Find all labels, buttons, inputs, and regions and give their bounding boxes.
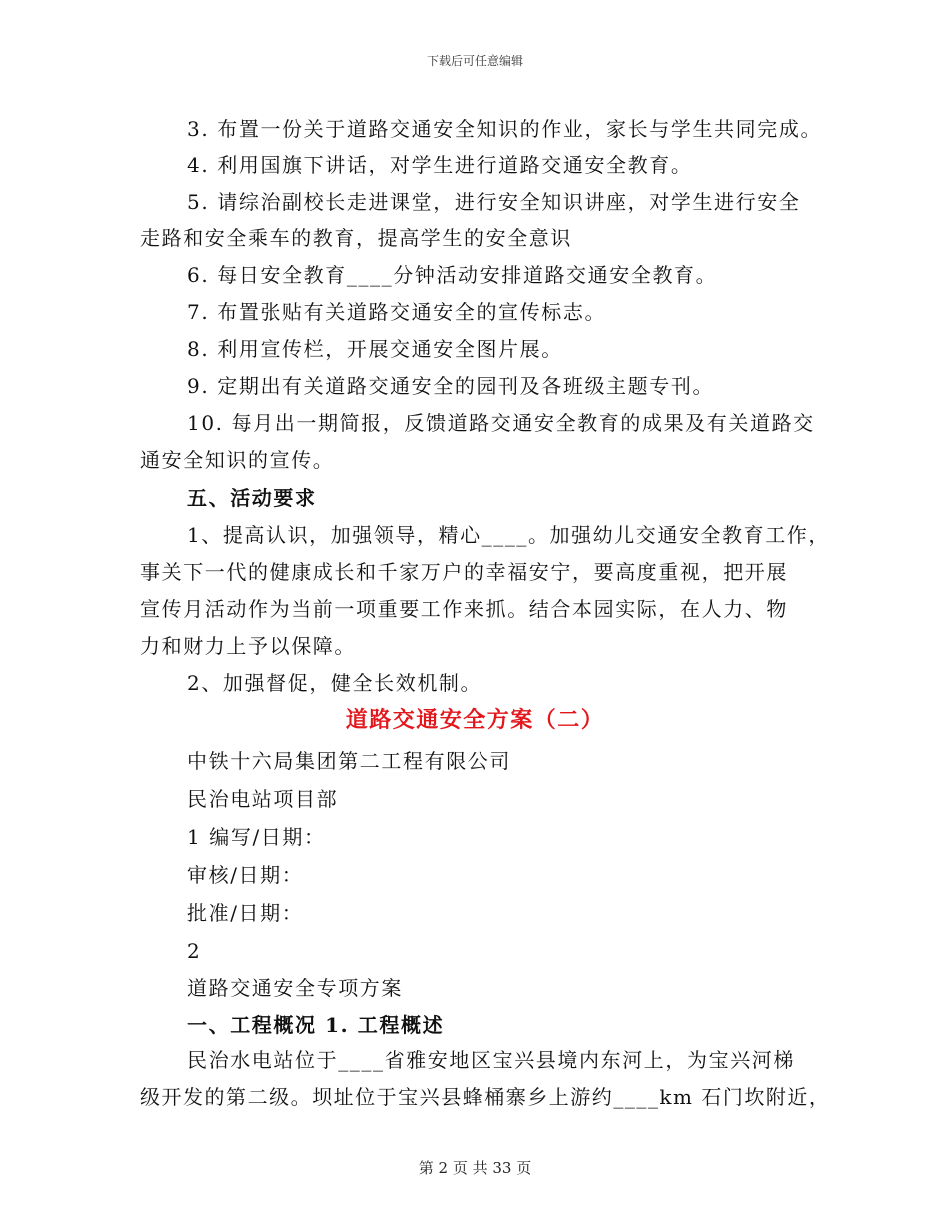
list-item-5-line2: 走路和安全乘车的教育，提高学生的安全意识 (140, 226, 572, 250)
section-title-plan-two: 道路交通安全方案（二） (345, 707, 605, 733)
section-number: 2 (187, 939, 202, 963)
list-item-10-line1: 10. 每月出一期简报，反馈道路交通安全教育的成果及有关道路交 (187, 411, 815, 435)
review-date-field: 审核/日期： (187, 863, 304, 887)
list-item-10-line2: 通安全知识的宣传。 (140, 448, 335, 472)
plan-name: 道路交通安全专项方案 (187, 976, 403, 1000)
project-department: 民治电站项目部 (187, 787, 339, 811)
page-header: 下载后可任意编辑 (426, 54, 523, 68)
list-item-8: 8. 利用宣传栏，开展交通安全图片展。 (187, 337, 563, 361)
list-item-5-line1: 5. 请综治副校长走进课堂，进行安全知识讲座，对学生进行安全 (187, 190, 801, 214)
list-item-7: 7. 布置张贴有关道路交通安全的宣传标志。 (187, 300, 607, 324)
page-footer: 第 2 页 共 33 页 (418, 1159, 532, 1177)
overview-paragraph-line1: 民治水电站位于____省雅安地区宝兴县境内东河上，为宝兴河梯 (187, 1048, 795, 1072)
list-item-4: 4. 利用国旗下讲话，对学生进行道路交通安全教育。 (187, 153, 693, 177)
list-item-3: 3. 布置一份关于道路交通安全知识的作业，家长与学生共同完成。 (187, 117, 823, 141)
list-item-6: 6. 每日安全教育____分钟活动安排道路交通安全教育。 (187, 263, 718, 287)
requirement-1-line2: 事关下一代的健康成长和千家万户的幸福安宁，要高度重视，把开展 (140, 560, 788, 584)
company-name: 中铁十六局集团第二工程有限公司 (187, 749, 511, 773)
approve-date-field: 批准/日期： (187, 901, 304, 925)
requirement-1-line3: 宣传月活动作为当前一项重要工作来抓。结合本园实际，在人力、物 (140, 597, 788, 621)
section-heading-project-overview: 一、工程概况 1. 工程概述 (187, 1013, 445, 1037)
written-date-field: 1 编写/日期： (187, 825, 326, 849)
list-item-9: 9. 定期出有关道路交通安全的园刊及各班级主题专刊。 (187, 374, 715, 398)
section-heading-activity-requirements: 五、活动要求 (187, 486, 317, 510)
requirement-1-line4: 力和财力上予以保障。 (140, 634, 356, 658)
overview-paragraph-line2: 级开发的第二级。坝址位于宝兴县蜂桶寨乡上游约____km 石门坎附近， (140, 1085, 831, 1109)
requirement-2: 2、加强督促，健全长效机制。 (187, 671, 483, 695)
requirement-1-line1: 1、提高认识，加强领导，精心____。加强幼儿交通安全教育工作， (187, 523, 830, 547)
